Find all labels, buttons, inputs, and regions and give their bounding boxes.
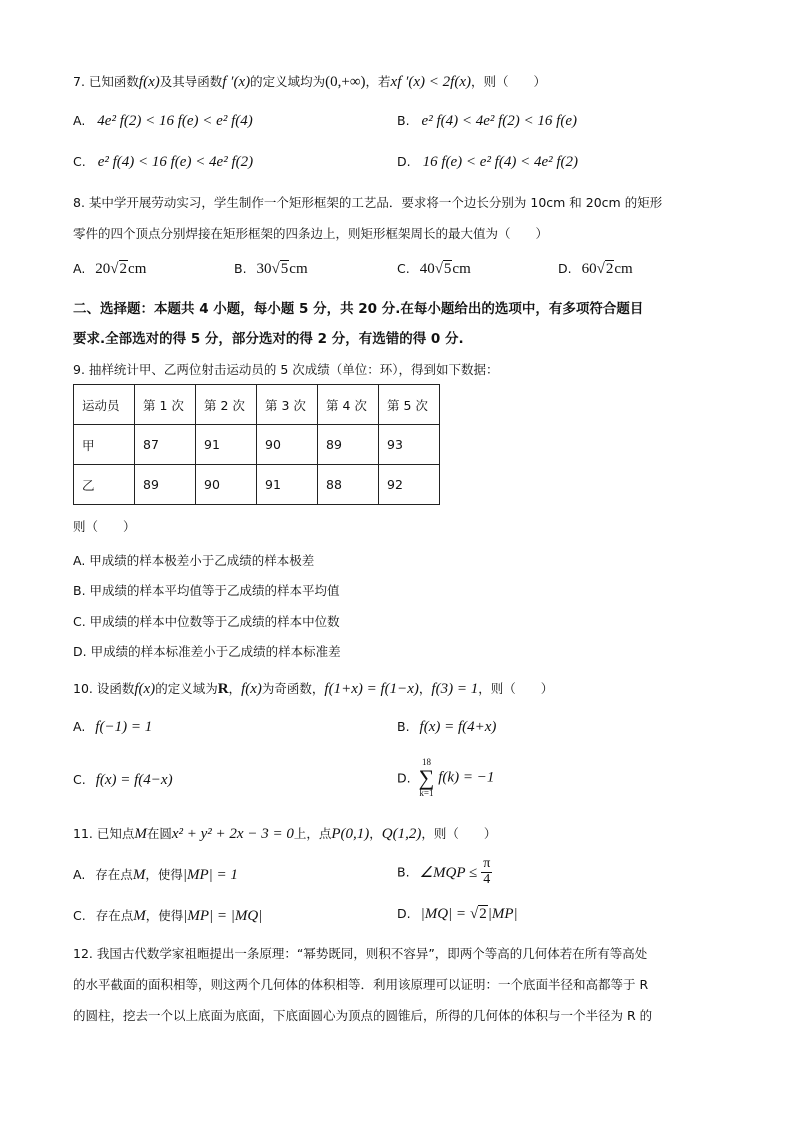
option-label: D.: [397, 906, 411, 921]
option-label: A.: [73, 719, 86, 734]
q11-option-b[interactable]: [397, 857, 492, 887]
q12-line3: 的圆柱，挖去一个以上底面为底面，下底面圆心为顶点的圆锥后，所得的几何体的体积与一个半径为 R 的: [73, 1008, 653, 1023]
table-header-cell: 第 1 次: [135, 385, 196, 425]
q8-line1: 8. 某中学开展劳动实习，学生制作一个矩形框架的工艺品．要求将一个边长分别为 10cm 和 20cm 的矩形: [73, 195, 663, 210]
option-label: B.: [397, 864, 410, 880]
q7-option-a[interactable]: [73, 113, 253, 130]
unit: cm: [452, 261, 471, 277]
q11-option-c[interactable]: [73, 906, 262, 925]
coef: 30: [256, 261, 272, 277]
option-expr: 60√2cm: [581, 261, 633, 277]
table-row: [74, 425, 440, 465]
option-label: D.: [397, 770, 411, 786]
q7-cond: xf ′(x) < 2f(x): [390, 74, 471, 90]
option-expr: 20√2cm: [95, 261, 147, 277]
option-label: D.: [558, 261, 572, 276]
q11-stem-a: 11. 已知点: [73, 826, 135, 841]
table-header-row: [74, 385, 440, 425]
q11-circle-eq: x² + y² + 2x − 3 = 0: [171, 826, 294, 842]
option-label: A.: [73, 867, 86, 882]
q10-option-c[interactable]: [73, 772, 173, 789]
table-cell: 91: [196, 425, 257, 465]
q11-stem-e: ，则（ ）: [421, 826, 497, 841]
option-text: 存在点: [95, 908, 134, 923]
q12-line2: 的水平截面的面积相等，则这两个几何体的体积相等．利用该原理可以证明：一个底面半径和高都等于 R: [73, 977, 649, 992]
summation-icon: [419, 758, 435, 798]
sigma-symbol: ∑: [418, 765, 435, 790]
option-expr: f(k) = −1: [438, 769, 495, 786]
option-label: A.: [73, 261, 86, 276]
table-cell: 88: [318, 465, 379, 505]
q10-stem-a: 10. 设函数: [73, 681, 135, 696]
radicand: 2: [605, 261, 614, 277]
q10-fx: f(x): [134, 681, 156, 697]
q11-point-m: M: [134, 826, 147, 842]
q9-option-b[interactable]: B. 甲成绩的样本平均值等于乙成绩的样本平均值: [73, 583, 340, 598]
q10-reals: R: [217, 681, 229, 697]
pi-over-four-fraction: [481, 857, 492, 887]
option-expr: e² f(4) < 16 f(e) < 4e² f(2): [97, 154, 254, 170]
q10-option-d[interactable]: [397, 758, 494, 798]
option-expr: |MP| = |MQ|: [183, 908, 263, 924]
radicand: 5: [280, 261, 289, 277]
q11-point-p: P(0,1): [331, 826, 370, 842]
table-row: [74, 465, 440, 505]
option-expr: ∠MQP ≤: [419, 864, 478, 881]
unit: cm: [289, 261, 308, 277]
option-text2: ，使得: [145, 908, 184, 923]
table-cell: 91: [257, 465, 318, 505]
q11-stem-d: ，: [369, 826, 382, 841]
option-label: B.: [234, 261, 247, 276]
section2-heading-line2: 要求.全部选对的得 5 分，部分选对的得 2 分，有选错的得 0 分.: [73, 331, 464, 347]
q10-option-a[interactable]: [73, 719, 152, 736]
table-header-cell: 第 4 次: [318, 385, 379, 425]
q7-option-d[interactable]: [397, 154, 578, 171]
option-var: M: [132, 867, 146, 883]
unit: cm: [128, 261, 147, 277]
q11-stem-b: 在圆: [146, 826, 172, 841]
table-cell: 89: [135, 465, 196, 505]
q7-stem-c: 的定义域均为: [250, 74, 326, 89]
table-header-cell: 第 2 次: [196, 385, 257, 425]
sum-lower: k=1: [419, 788, 434, 798]
q9-option-c[interactable]: C. 甲成绩的样本中位数等于乙成绩的样本中位数: [73, 614, 340, 629]
q9-score-table: [73, 384, 440, 505]
q10-cond2: f(3) = 1: [431, 681, 479, 697]
radicand: 2: [479, 906, 487, 922]
option-expr-b: |MP|: [487, 906, 518, 922]
q7-stem: [73, 72, 546, 91]
option-label: C.: [73, 908, 86, 923]
table-cell: 87: [135, 425, 196, 465]
option-expr-a: |MQ| =: [420, 906, 467, 922]
q9-option-d[interactable]: D. 甲成绩的样本标准差小于乙成绩的样本标准差: [73, 644, 341, 659]
unit: cm: [614, 261, 633, 277]
q11-stem: [73, 824, 496, 843]
option-var: M: [133, 908, 146, 924]
q10-stem-d: 为奇函数，: [261, 681, 325, 696]
q10-fx2: f(x): [241, 681, 262, 697]
q10-cond1: f(1+x) = f(1−x): [324, 681, 419, 697]
sqrt-expr: √2: [470, 906, 487, 922]
option-label: C.: [397, 261, 410, 276]
option-label: A.: [73, 113, 86, 128]
option-expr: f(−1) = 1: [95, 719, 153, 735]
q7-stem-a: 7. 已知函数: [73, 74, 139, 89]
section2-heading-line1: 二、选择题：本题共 4 小题，每小题 5 分，共 20 分.在每小题给出的选项中，有多项符合题目: [73, 301, 644, 317]
table-cell: 甲: [74, 425, 135, 465]
table-cell: 89: [318, 425, 379, 465]
q7-fpx: f ′(x): [222, 74, 251, 90]
radicand: 2: [119, 261, 128, 277]
option-label: B.: [397, 719, 410, 734]
option-label: C.: [73, 154, 86, 169]
q12-line1: 12. 我国古代数学家祖暅提出一条原理：“幂势既同，则积不容异”，即两个等高的几何体若在所有等高处: [73, 946, 648, 961]
option-label: C.: [73, 772, 86, 787]
q10-option-b[interactable]: [397, 719, 496, 736]
option-expr: |MP| = 1: [182, 867, 238, 883]
option-expr: e² f(4) < 4e² f(2) < 16 f(e): [421, 113, 577, 129]
table-header-cell: 运动员: [74, 385, 135, 425]
q10-stem-b: 的定义域为: [155, 681, 218, 696]
q10-stem: [73, 679, 553, 698]
q7-option-c[interactable]: [73, 154, 253, 171]
q8-option-c[interactable]: [397, 261, 471, 278]
q10-stem-f: ，则（ ）: [478, 681, 554, 696]
table-cell: 乙: [74, 465, 135, 505]
q10-stem-e: ，: [418, 681, 432, 696]
table-cell: 93: [379, 425, 440, 465]
coef: 60: [581, 261, 597, 277]
q9-stem: 9. 抽样统计甲、乙两位射击运动员的 5 次成绩（单位：环），得到如下数据：: [73, 362, 499, 377]
q8-line2: 零件的四个顶点分别焊接在矩形框架的四条边上，则矩形框架周长的最大值为（ ）: [73, 226, 549, 241]
option-label: B.: [397, 113, 410, 128]
option-expr: 16 f(e) < e² f(4) < 4e² f(2): [422, 154, 579, 170]
table-header-cell: 第 5 次: [379, 385, 440, 425]
q11-option-a[interactable]: [73, 865, 238, 884]
option-expr: f(x) = f(4−x): [95, 772, 173, 788]
q11-option-d[interactable]: [397, 906, 518, 923]
q7-fx: f(x): [138, 74, 160, 90]
q7-option-b[interactable]: [397, 113, 577, 130]
option-expr: 30√5cm: [256, 261, 308, 277]
q9-then: 则（ ）: [73, 519, 136, 534]
q9-option-a[interactable]: A. 甲成绩的样本极差小于乙成绩的样本极差: [73, 553, 315, 568]
q8-option-a[interactable]: [73, 261, 146, 278]
radicand: 5: [443, 261, 452, 277]
option-expr: 4e² f(2) < 16 f(e) < e² f(4): [97, 113, 253, 129]
q7-stem-d: ，若: [365, 74, 391, 89]
fraction-denominator: 4: [483, 871, 491, 887]
fraction-numerator: π: [483, 856, 491, 871]
table-header-cell: 第 3 次: [257, 385, 318, 425]
q8-option-b[interactable]: [234, 261, 308, 278]
sum-upper: 18: [421, 757, 431, 767]
q11-stem-c: 上，点: [293, 826, 332, 841]
q11-point-q: Q(1,2): [381, 826, 422, 842]
option-expr: f(x) = f(4+x): [419, 719, 497, 735]
q10-stem-c: ，: [228, 681, 242, 696]
table-cell: 90: [257, 425, 318, 465]
option-text2: ，使得: [145, 867, 183, 882]
option-expr: 40√5cm: [419, 261, 471, 277]
table-cell: 92: [379, 465, 440, 505]
option-label: D.: [397, 154, 411, 169]
q7-stem-e: ，则（ ）: [471, 74, 547, 89]
option-text: 存在点: [95, 867, 133, 882]
q7-domain: (0,+∞): [325, 74, 366, 90]
coef: 20: [95, 261, 111, 277]
coef: 40: [419, 261, 435, 277]
table-cell: 90: [196, 465, 257, 505]
q8-option-d[interactable]: [558, 261, 633, 278]
q7-stem-b: 及其导函数: [159, 74, 223, 89]
